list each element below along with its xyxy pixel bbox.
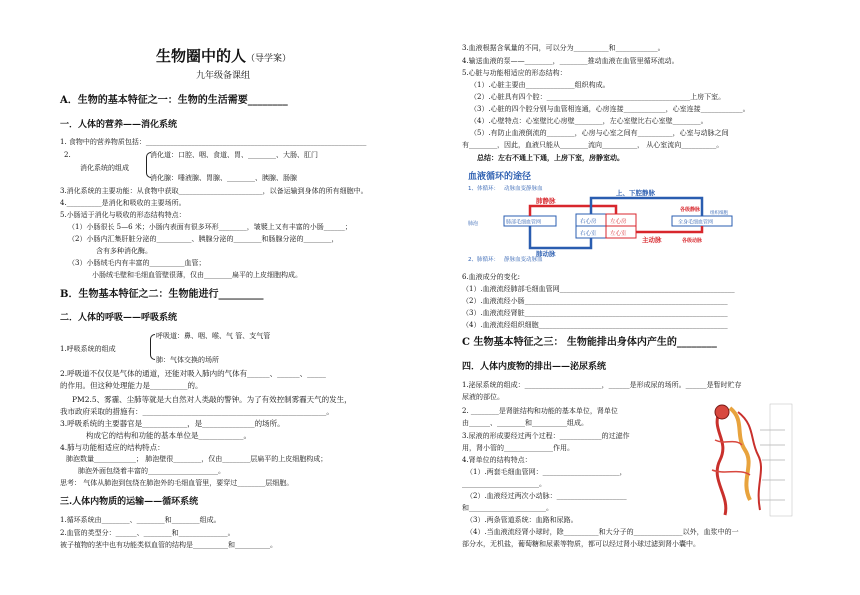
- line-nutrients: 1. 食物中的营养物质包括：_______________________________________________________________: [60, 138, 367, 146]
- section-3-heading: 三.人体内物质的运输——循环系统: [60, 497, 199, 507]
- label-body-arteries: 各级动脉: [682, 238, 703, 244]
- page-title: 生物圈中的人（导学案）: [156, 47, 292, 65]
- diagram-systemic-change: 动脉血变静脉血: [504, 186, 543, 192]
- line-respiratory-system: 1.呼吸系统的组成: [60, 345, 116, 353]
- line-2-label: 2.: [64, 151, 71, 159]
- label-right-atrium: 右心房: [580, 219, 597, 225]
- label-body-capillary: 全身毛细血管网: [678, 219, 714, 226]
- diagram-pulmonary-change: 静脉血变动脉血: [504, 257, 543, 262]
- line-digestive-function: 3.消化系统的主要功能：从食物中获取________________________，以备运输到身体的所有细胞中。: [60, 187, 368, 195]
- line-nephron-1: （1）.两套毛细血管网：______________________，: [466, 468, 627, 476]
- line-urine-formation: 3.尿液的形成要经过两个过程：____________的过滤作: [462, 432, 630, 440]
- line-alveoli-2: 肺泡外面包绕着丰富的____________________。: [78, 467, 225, 475]
- line-urine-formation-b: 用，肾小管的______________作用。: [462, 444, 574, 452]
- line-plant-vessels: 被子植物的茎中也有功能类似血管的结构是__________和__________。: [60, 541, 277, 549]
- line-lung: 肺：气体交换的场所: [156, 356, 219, 364]
- line-basic-unit: 构成它的结构和功能的基本单位是____________。: [86, 431, 251, 440]
- line-heart-4: （4）.心壁特点：心室壁比心房壁________，左心室壁比右心室壁________。: [470, 117, 708, 125]
- line-intestine-3b: 小肠绒毛壁和毛细血管壁很薄，仅由________扁平的上皮细胞构成。: [92, 271, 302, 279]
- line-heart-5: （5）.有防止血液倒流的________，心房与心室之间有__________，心室与动脉之间: [470, 129, 729, 137]
- line-nephron-features: 4.肾单位的结构特点：: [462, 456, 532, 464]
- line-blood-change-3: （3）.血液流经肾脏__________________________________________________________: [462, 309, 728, 317]
- label-pulmonary-vein: 肺静脉: [536, 197, 556, 205]
- line-summary: 总结：左右不通上下通，上房下室，房静室动。: [477, 153, 624, 162]
- line-circulation: 1.循环系统由________、________和________组成。: [60, 516, 221, 524]
- section-1-heading: 一．人体的营养——消化系统: [60, 120, 178, 130]
- line-nephron-1b: ______________________。: [462, 480, 546, 488]
- blood-circulation-diagram: [466, 170, 736, 262]
- line-blood-change-4: （4）.血液流经组织细胞______________________________________________________: [462, 321, 728, 329]
- line-heart-structure: 5.心脏与功能相适应的形态结构：: [462, 69, 567, 77]
- line-think: 思考： 气体从肺泡到包绕在肺泡外的毛细血管里，要穿过________层细胞。: [60, 479, 294, 487]
- line-intestine-3: （3）小肠绒毛内有丰富的__________血管；: [68, 259, 206, 267]
- label-alveoli: 肺泡: [468, 221, 479, 227]
- line-heart-2: （2）.心脏具有四个腔：_________________________________________上房下室。: [470, 93, 726, 101]
- label-right-ventricle: 右心室: [580, 231, 597, 237]
- section-a-heading: A．生物的基本特征之一：生物的生活需要________: [60, 95, 288, 106]
- line-main-organ: 3.呼吸系统的主要器官是____________，是______________的场所。: [60, 419, 285, 428]
- line-vessel-types: 2.血管的类型分：______、________和______________。: [60, 529, 235, 537]
- diagram-systemic-label: 1、体循环：: [468, 186, 499, 192]
- line-intestine-2: （2）小肠内汇集肝脏分泌的__________、胰腺分泌的________和肠腺分泌的________，: [68, 235, 339, 243]
- line-intestine-1: （1）小肠很长 5—6 米；小肠内表面有很多环形________，皱襞上又有丰富的小肠______；: [68, 223, 352, 231]
- line-nephron-2b: 和______________________。: [462, 504, 553, 512]
- line-heart-5b: 有________，因此，血液只能从________流向__________， 从心室流向__________。: [462, 141, 724, 149]
- line-digestive-tract: 消化道：口腔、咽、食道、胃、________、大肠、肛门: [150, 151, 318, 159]
- line-blood-change-1: （1）.血液流经肺部毛细血管网__________________________________________________: [462, 285, 735, 293]
- line-pm25: PM2.5、雾霾、尘肺等就是大自然对人类敲的警钟。为了有效控制雾霾天气的发生，: [72, 395, 352, 404]
- line-nephron-4: （4）.当血液流经肾小球时，除__________和大分子的______________以外，血浆中的一: [466, 528, 739, 536]
- label-pulmonary-artery: 肺动脉: [536, 250, 556, 258]
- line-airway: 呼吸道：鼻、咽、喉、气 管、支气管: [156, 332, 271, 340]
- label-lung-capillary: 肺部毛细血管网: [506, 219, 542, 226]
- line-urinary-system: 1.泌尿系统的组成：______________________，______是形成尿的场所。______是暂时贮存: [462, 381, 742, 389]
- line-intestine-features: 5.小肠适于消化与吸收的形态结构特点：: [60, 211, 186, 219]
- section-2-heading: 二．人体的呼吸——呼吸系统: [60, 313, 178, 323]
- line-measures: 我市政府采取的措施有：_________________________________________________。: [60, 407, 334, 416]
- diagram-title: 血液循环的途径: [468, 172, 532, 182]
- section-4-heading: 四．人体内废物的排出——泌尿系统: [462, 362, 607, 372]
- label-left-atrium: 左心房: [610, 219, 627, 225]
- nephron-illustration: [700, 400, 795, 520]
- line-heart-3: （3）.心脏的四个腔分别与血管相连通，心房连接____________，心室连接____________。: [470, 105, 750, 113]
- diagram-pulmonary-label: 2、肺循环：: [468, 257, 499, 262]
- line-nephron-b: 由______、________和__________组成。: [462, 419, 588, 427]
- brace: [150, 334, 155, 360]
- line-airway-function: 2.呼吸道不仅仅是气体的通道，还能对吸入肺内的气体有______、______、_____: [60, 369, 326, 378]
- line-airway-function-b: 的作用。但这种处理能力是__________的。: [60, 381, 203, 390]
- label-body-veins: 各级静脉: [680, 207, 701, 213]
- label-tissue-cells: 组织细胞: [710, 211, 728, 216]
- line-nephron: 2. ________是肾脏结构和功能的基本单位，肾单位: [462, 407, 618, 415]
- line-heart-pump: 4.输送血液的泵——________，________推动血液在血管里循环流动。: [462, 57, 679, 65]
- line-absorption-site: 4.__________是消化和吸收的主要场所。: [60, 199, 186, 207]
- line-nephron-3: （3）.两条管道系统：血路和尿路。: [466, 516, 578, 524]
- line-blood-changes: 6.血液成分的变化:: [462, 273, 521, 281]
- section-b-heading: B．生物基本特征之二：生物能进行_________: [60, 289, 264, 300]
- line-nephron-2: （2）.血液经过两次小动脉：____________________: [466, 492, 627, 500]
- line-digestive-system: 消化系统的组成: [80, 164, 129, 172]
- line-nephron-4b: 部分水，无机盐，葡萄糖和尿素等物质，都可以经过肾小球过滤到肾小囊中。: [462, 540, 700, 548]
- page-subtitle: 九年级备课组: [196, 71, 251, 81]
- line-urinary-system-b: 尿液的部位。: [462, 393, 504, 401]
- line-digestive-glands: 消化腺：唾液腺、胃腺、________、胰腺、肠腺: [150, 174, 297, 182]
- line-blood-types: 3.血液根据含氧量的不同，可以分为__________和____________。: [462, 44, 665, 52]
- line-alveoli-1: 肺泡数量____________； 肺泡壁很________，仅由________层扁平的上皮细胞构成；: [66, 455, 328, 463]
- line-lung-features: 4.肺与功能相适应的结构特点：: [60, 443, 165, 452]
- label-aorta: 主动脉: [642, 236, 662, 244]
- path-aorta: [636, 226, 702, 232]
- line-blood-change-2: （2）.血液流经小肠__________________________________________________________: [462, 297, 728, 305]
- line-heart-1: （1）.心脏主要由______________组织构成。: [470, 81, 610, 89]
- line-intestine-2b: 含有多种消化酶。: [96, 247, 152, 255]
- label-vena-cava: 上、下腔静脉: [616, 189, 655, 197]
- section-c-heading: C 生物基本特征之三： 生物能排出身体内产生的________: [462, 337, 717, 348]
- label-left-ventricle: 左心室: [610, 231, 627, 237]
